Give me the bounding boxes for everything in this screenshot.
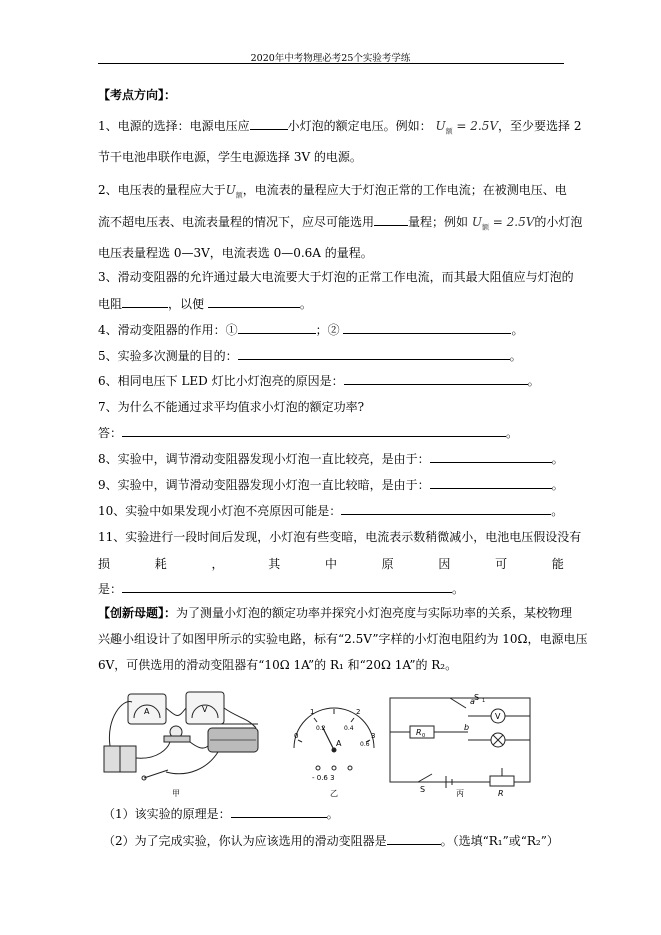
subtick-04: 0.4 <box>344 725 354 732</box>
header-rule <box>98 63 564 64</box>
figure-yi-caption: 乙 <box>330 789 338 798</box>
q10-line: 10、实验中如果发现小灯泡不亮原因可能是： 。 <box>98 504 564 518</box>
tick-0: 0 <box>294 732 299 740</box>
item-2-line-1: 2、电压表的量程应大于$U_额$，电流表的量程应大于灯泡正常的工作电流；在被测电压、电 <box>98 183 567 200</box>
svg-text:A: A <box>144 707 150 716</box>
meter-terminals: - 0.6 3 <box>312 774 335 782</box>
q11-line-1: 11、实验进行一段时间后发现，小灯泡有些变暗，电流表示数稍微减小，电池电压假设没有 <box>98 530 582 544</box>
q9-line: 9、实验中，调节滑动变阻器发现小灯泡一直比较暗，是由于： 。 <box>98 478 564 492</box>
tick-3: 3 <box>371 732 376 740</box>
blank-sub1[interactable] <box>231 805 327 818</box>
formula-u-rated: $U_额 = 2.5V$ <box>435 119 499 136</box>
label-s: S <box>420 785 426 794</box>
q3-line-1: 3、滑动变阻器的允许通过最大电流要大于灯泡的正常工作电流，而其最大阻值应与灯泡的 <box>98 270 574 284</box>
blank-q4b[interactable] <box>343 321 511 334</box>
blank-q5[interactable] <box>238 347 510 360</box>
sub1-line: （1）该实验的原理是： 。 <box>103 807 339 821</box>
figure-jia-caption: 甲 <box>172 789 180 798</box>
figure-bing-circuit <box>390 698 530 788</box>
svg-text:V: V <box>202 705 208 714</box>
section2-line-1: 【创新母题】：为了测量小灯泡的额定功率并探究小灯泡亮度与实际功率的关系，某校物理 <box>98 606 573 620</box>
blank-1[interactable] <box>250 117 288 130</box>
q7-answer: 答： 。 <box>98 426 519 440</box>
blank-q7[interactable] <box>122 424 506 437</box>
label-r: R <box>498 789 504 798</box>
item-2-line-2: 流不超电压表、电流表量程的情况下，应尽可能选用 量程；例如 $U_额 = 2.5V$的小灯泡 <box>98 215 583 232</box>
blank-q9[interactable] <box>430 476 552 489</box>
page-header: 2020年中考物理必考25个实验考学练 <box>250 53 411 64</box>
q11-line-3: 是： 。 <box>98 582 465 596</box>
figure-yi-ammeter <box>294 708 374 770</box>
label-a: a <box>470 697 475 706</box>
blank-q3a[interactable] <box>122 295 168 308</box>
q3-line-2: 电阻 ，以便 。 <box>98 297 312 311</box>
figure-bing-caption: 丙 <box>456 789 464 798</box>
item-2-line-3: 电压表量程选 0—3V，电流表选 0—0.6A 的量程。 <box>98 246 373 260</box>
meter-unit: A <box>336 739 342 748</box>
label-s1-sub: 1 <box>482 698 486 704</box>
formula-u-rated-3: $U_额 = 2.5V$ <box>471 215 535 232</box>
q11-line-2: 损 耗 ， 其 中 原 因 可 能 <box>98 557 564 571</box>
item-1-line-2: 节干电池串联作电源，学生电源选择 3V 的电源。 <box>98 150 362 164</box>
sub2-line: （2）为了完成实验，你认为应该选用的滑动变阻器是 。（选填“R₁”或“R₂”） <box>103 834 559 848</box>
label-v: V <box>495 712 501 721</box>
q4-line: 4、滑动变阻器的作用：① ；② 。 <box>98 323 524 337</box>
section2-line-3: 6V，可供选用的滑动变阻器有“10Ω 1A”的 R₁ 和“20Ω 1A”的 R₂。 <box>98 658 458 672</box>
blank-q4a[interactable] <box>238 321 316 334</box>
blank-q3b[interactable] <box>208 295 300 308</box>
subtick-06: 0.6 <box>360 741 370 748</box>
q8-line: 8、实验中，调节滑动变阻器发现小灯泡一直比较亮，是由于： 。 <box>98 452 564 466</box>
formula-u-rated-2: $U_额$ <box>225 183 243 200</box>
figure-jia-apparatus <box>104 692 258 780</box>
section-title-kaodian: 【考点方向】： <box>98 88 177 102</box>
section2-line-2: 兴趣小组设计了如图甲所示的实验电路，标有“2.5V”字样的小灯泡电阻约为 10Ω，电源电压 <box>98 632 588 646</box>
label-r0-sub: 0 <box>422 733 426 739</box>
blank-q8[interactable] <box>430 450 552 463</box>
label-s1: S <box>474 693 480 702</box>
blank-q11[interactable] <box>122 580 452 593</box>
tick-1: 1 <box>310 708 315 716</box>
blank-sub2[interactable] <box>387 832 441 845</box>
label-b: b <box>464 723 470 732</box>
item-1-line-1: 1、电源的选择：电源电压应 小灯泡的额定电压。例如： $U_额 = 2.5V$，至少要选择 2 <box>98 119 582 136</box>
blank-q10[interactable] <box>341 502 551 515</box>
q5-line: 5、实验多次测量的目的： 。 <box>98 349 522 363</box>
tick-2: 2 <box>356 708 361 716</box>
q7-line: 7、为什么不能通过求平均值求小灯泡的额定功率? <box>98 400 365 414</box>
blank-2[interactable] <box>374 213 408 226</box>
figures <box>98 688 560 800</box>
blank-q6[interactable] <box>344 372 528 385</box>
label-r0: R <box>416 728 422 737</box>
q6-line: 6、相同电压下 LED 灯比小灯泡亮的原因是： 。 <box>98 374 540 388</box>
subtick-02: 0.2 <box>316 725 326 732</box>
